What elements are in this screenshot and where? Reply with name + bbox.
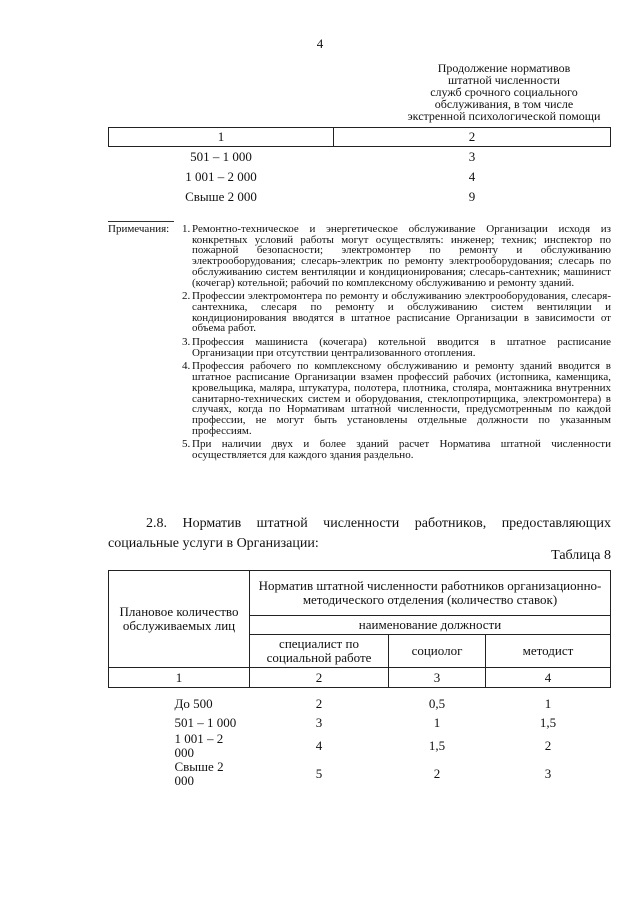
- table-cell: 1: [544, 695, 552, 711]
- note-text: Профессии электромонтера по ремонту и обслуживанию электрооборудования, слесаря-сантехника, слесаря по ремонту и обслуживанию систем вентиляции и кондиционирования вводятся в штатное расписание Организации в зависимости от объема работ.: [192, 290, 611, 335]
- continuation-header-line: экстренной психологической помощи: [407, 109, 601, 123]
- table-row: [109, 760, 611, 788]
- note-text: Профессия машиниста (кочегара) котельной вводится в штатное расписание Организации при отсутствии централизованного отопления.: [192, 336, 611, 359]
- continuation-header-line: обслуживания, в том числе: [434, 97, 574, 111]
- header-social-worker: специалист по социальной работе: [250, 635, 389, 668]
- table-cell: 0,5: [428, 695, 446, 711]
- column-number: 3: [389, 668, 486, 688]
- notes-divider: [108, 221, 174, 222]
- notes-label: Примечания:: [108, 223, 170, 235]
- note-item: [182, 439, 611, 460]
- note-number: 3.: [182, 336, 191, 349]
- table-cell: 2: [544, 738, 552, 753]
- note-text: Ремонтно-техническое и энергетическое обслуживание Организации исходя из конкретных условий работы могут осуществлять: инженер; техник; инспектор по пожарной безопасности; электромонтер по ремонту и обслуживанию электрооборудования; слесарь-электрик по ремонту электрооборудования; слесарь по обслуживанию систем вентиляции и кондиционирования; слесарь-сантехник; машинист (кочегар) котельной; рабочий по комплексному обслуживанию и ремонту зданий.: [192, 223, 611, 289]
- table-cell: 4: [315, 738, 323, 753]
- note-number: 4.: [182, 360, 191, 373]
- notes-list: [108, 224, 611, 461]
- continuation-header-line: служб срочного социального: [430, 85, 578, 99]
- table-cell: 1,5: [428, 738, 446, 753]
- table-cell: 501 – 1 000: [174, 714, 237, 730]
- table-cell: 1 001 – 2 000: [185, 169, 257, 184]
- table-row: [109, 732, 611, 760]
- note-text: Профессия рабочего по комплексному обслуживанию и ремонту зданий вводится в штатное расписание Организации взамен профессий рабочих (истопника, каменщика, кровельщика, маляра, штукатура, полотера, плотника, столяра, монтажника внутренних санитарно-технических систем и оборудования, стеклопротирщика, электромонтера) в случаях, когда по Нормативам штатной численности, предусмотренным по каждой профессии, не могут быть установлены отдельные должности по указанным профессиям.: [192, 360, 611, 437]
- table-cell: 1,5: [539, 714, 557, 730]
- section-paragraph: 2.8. Норматив штатной численности работников, предоставляющих социальные услуги в Организации:: [108, 516, 611, 551]
- column-number: 1: [109, 128, 334, 147]
- note-item: [182, 361, 611, 436]
- note-number: 1.: [182, 223, 191, 235]
- column-number: 2: [250, 668, 389, 688]
- continuation-header-line: штатной численности: [448, 73, 560, 87]
- table-header-row: [109, 571, 611, 616]
- staffing-table: [108, 570, 611, 788]
- table-row: [109, 147, 611, 168]
- note-number: 5.: [182, 438, 191, 451]
- table-cell: Свыше 2 000: [174, 759, 224, 788]
- column-number: 2: [334, 128, 611, 147]
- continuation-header: [398, 62, 610, 122]
- continuation-header-line: Продолжение нормативов: [437, 61, 571, 75]
- note-item: [182, 337, 611, 358]
- table-row: [109, 187, 611, 207]
- page-number: 4: [316, 36, 324, 51]
- header-staffing-norm: Норматив штатной численности работников организационно-методического отделения (количество ставок): [250, 571, 611, 616]
- table-cell: 1: [433, 714, 441, 730]
- header-sociologist: социолог: [389, 635, 486, 668]
- table-row: [109, 713, 611, 732]
- note-text: При наличии двух и более зданий расчет Норматива штатной численности осуществляется для каждого здания раздельно.: [192, 438, 611, 462]
- table-cell: 2: [433, 766, 441, 781]
- column-number: 1: [109, 668, 250, 688]
- table-cell: 3: [468, 149, 476, 164]
- notes-section: [108, 224, 611, 464]
- note-item: [182, 224, 611, 288]
- header-planned-count: Плановое количество обслуживаемых лиц: [109, 571, 250, 668]
- table-cell: 4: [468, 169, 476, 184]
- table-cell: До 500: [174, 695, 213, 711]
- table-header-row: [109, 128, 611, 147]
- header-methodist: методист: [486, 635, 611, 668]
- table-row: [109, 167, 611, 187]
- table-cell: 9: [468, 189, 476, 204]
- table-number-row: [109, 668, 611, 688]
- note-item: [182, 291, 611, 334]
- table-caption: Таблица 8: [551, 548, 611, 563]
- table-cell: 501 – 1 000: [190, 149, 252, 164]
- table-cell: 2: [315, 695, 323, 711]
- header-position-name: наименование должности: [250, 616, 611, 635]
- table-cell: Свыше 2 000: [185, 189, 257, 204]
- continuation-table: [108, 127, 611, 207]
- table-cell: 1 001 – 2 000: [174, 731, 224, 760]
- table-cell: 5: [315, 766, 323, 781]
- table-row: [109, 688, 611, 714]
- column-number: 4: [486, 668, 611, 688]
- note-number: 2.: [182, 290, 191, 303]
- table-cell: 3: [544, 766, 552, 781]
- table-cell: 3: [315, 714, 323, 730]
